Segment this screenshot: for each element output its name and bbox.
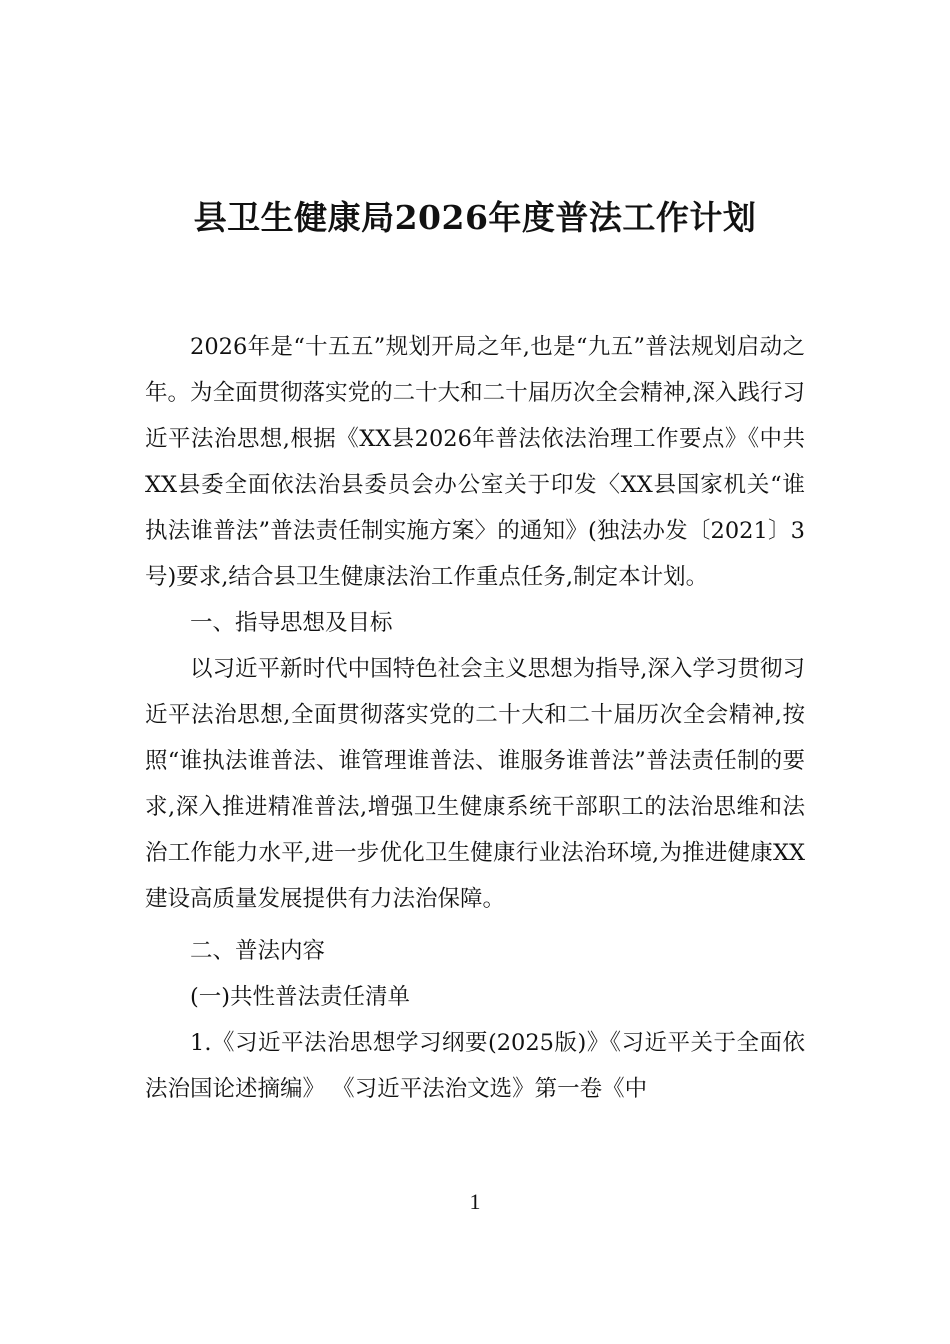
document-title: 县卫生健康局2026年度普法工作计划 (193, 198, 757, 237)
list-item-1: 1.《习近平法治思想学习纲要(2025版)》《习近平关于全面依法治国论述摘编》 《习近平法治文选》第一卷《中 (145, 1030, 805, 1102)
section-heading-content: 二、普法内容 (190, 938, 326, 964)
guiding-ideology-paragraph: 以习近平新时代中国特色社会主义思想为指导,深入学习贯彻习近平法治思想,全面贯彻落实党的二十大和二十届历次全会精神,按照“谁执法谁普法、谁管理谁普法、谁服务谁普法”普法责任制的要求,深入推进精准普法,增强卫生健康系统干部职工的法治思维和法治工作能力水平,进一步优化卫生健康行业法治环境,为推进健康XX建设高质量发展提供有力法治保障。 (145, 656, 805, 912)
intro-paragraph: 2026年是“十五五”规划开局之年,也是“九五”普法规划启动之年。为全面贯彻落实党的二十大和二十届历次全会精神,深入践行习近平法治思想,根据《XX县2026年普法依法治理工作要点》《中共XX县委全面依法治县委员会办公室关于印发〈XX县国家机关“谁执法谁普法”普法责任制实施方案〉的通知》(独法办发〔2021〕3号)要求,结合县卫生健康法治工作重点任务,制定本计划。 (145, 334, 805, 590)
document-body (145, 324, 805, 1112)
section-heading-guiding-ideology: 一、指导思想及目标 (190, 610, 393, 636)
subsection-heading-common-list: (一)共性普法责任清单 (190, 984, 411, 1010)
page-number: 1 (469, 1189, 481, 1214)
